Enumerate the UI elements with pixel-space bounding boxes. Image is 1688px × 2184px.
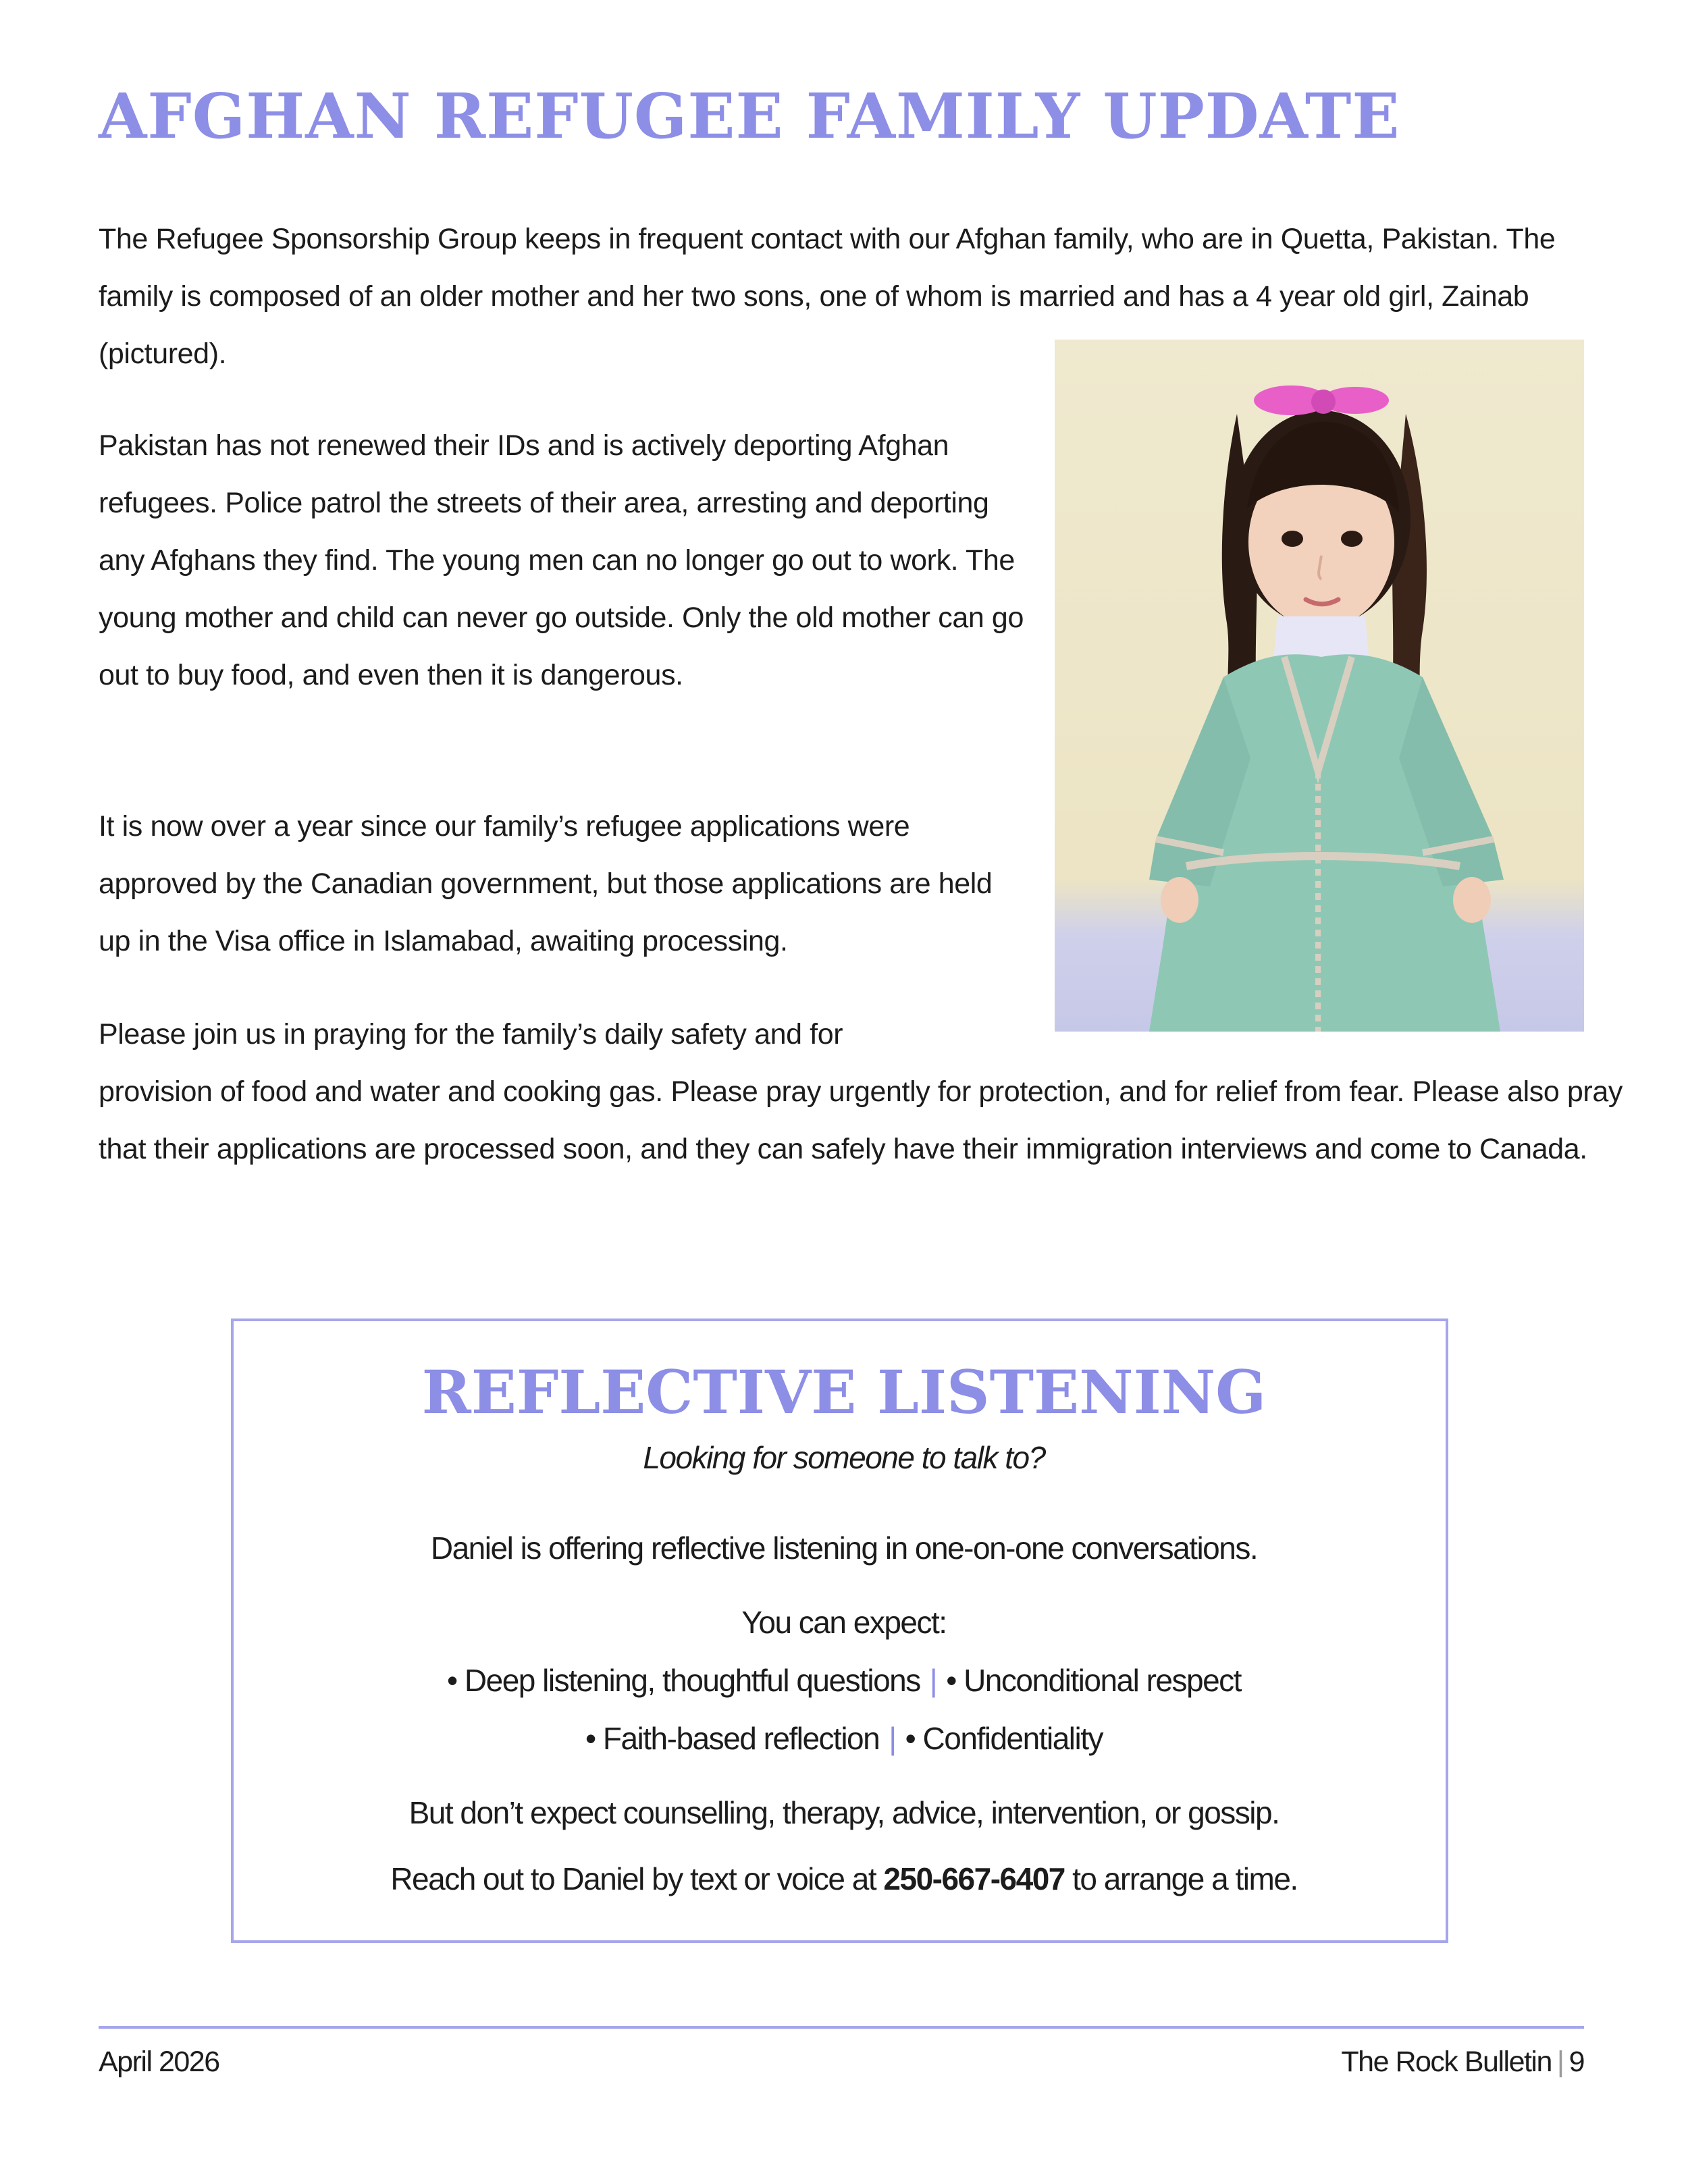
- item-separator: |: [929, 1663, 937, 1698]
- page-number: 9: [1568, 2046, 1584, 2078]
- footer-separator: |: [1556, 2046, 1564, 2078]
- expect-row-2: [0, 1720, 1688, 1757]
- expect-heading: You can expect:: [741, 1605, 947, 1640]
- contact-suffix: to arrange a time.: [1064, 1861, 1298, 1896]
- publication-name: The Rock Bulletin: [1341, 2046, 1552, 2078]
- item-separator: |: [889, 1721, 896, 1756]
- expect-item: • Confidentiality: [905, 1721, 1103, 1756]
- phone-number: 250-667-6407: [883, 1861, 1065, 1896]
- offer-text: Daniel is offering reflective listening in one-on-one conversations.: [430, 1530, 1258, 1566]
- zainab-photo: [1055, 340, 1584, 1032]
- article-paragraph-3: It is now over a year since our family’s refugee applications were approved by the Canadian government, but those applications are held up in the Visa office in Islamabad, awaiting processing.: [99, 810, 993, 957]
- expect-item: • Unconditional respect: [946, 1663, 1241, 1698]
- contact-prefix: Reach out to Daniel by text or voice at: [390, 1861, 884, 1896]
- footer-date: April 2026: [99, 2046, 219, 2078]
- expect-item: • Deep listening, thoughtful questions: [447, 1663, 920, 1698]
- footer-publication: [1341, 2046, 1584, 2079]
- article-paragraph-1: The Refugee Sponsorship Group keeps in frequent contact with our Afghan family, who are in Quetta, Pakistan. The family is composed of an older mother and her two sons, one of whom is married and has a 4 year old girl, Zainab (pictured).: [99, 223, 1556, 370]
- reflective-listening-title: REFLECTIVE LISTENING: [421, 1357, 1267, 1427]
- expect-row-1: [0, 1662, 1688, 1699]
- article-title: AFGHAN REFUGEE FAMILY UPDATE: [99, 80, 1400, 153]
- article-paragraph-4-rest: provision of food and water and cooking gas. Please pray urgently for protection, and for relief from fear. Please also pray that their applications are processed soon, and they can safely have their immigration interviews and come to Canada.: [99, 1075, 1623, 1165]
- disclaimer-text: But don’t expect counselling, therapy, advice, intervention, or gossip.: [408, 1795, 1280, 1830]
- footer-divider: [99, 2026, 1584, 2029]
- expect-item: • Faith-based reflection: [585, 1721, 880, 1756]
- reflective-listening-subtitle: Looking for someone to talk to?: [643, 1440, 1045, 1475]
- article-paragraph-4-start: Please join us in praying for the family’s daily safety and for: [99, 1018, 843, 1050]
- article-paragraph-2: Pakistan has not renewed their IDs and is actively deporting Afghan refugees. Police patrol the streets of their area, arresting and deporting any Afghans they find. The young men can no longer go out to work. The young mother and child can never go outside. Only the old mother can go out to buy food, and even then it is dangerous.: [99, 429, 1024, 691]
- contact-line: [0, 1861, 1688, 1897]
